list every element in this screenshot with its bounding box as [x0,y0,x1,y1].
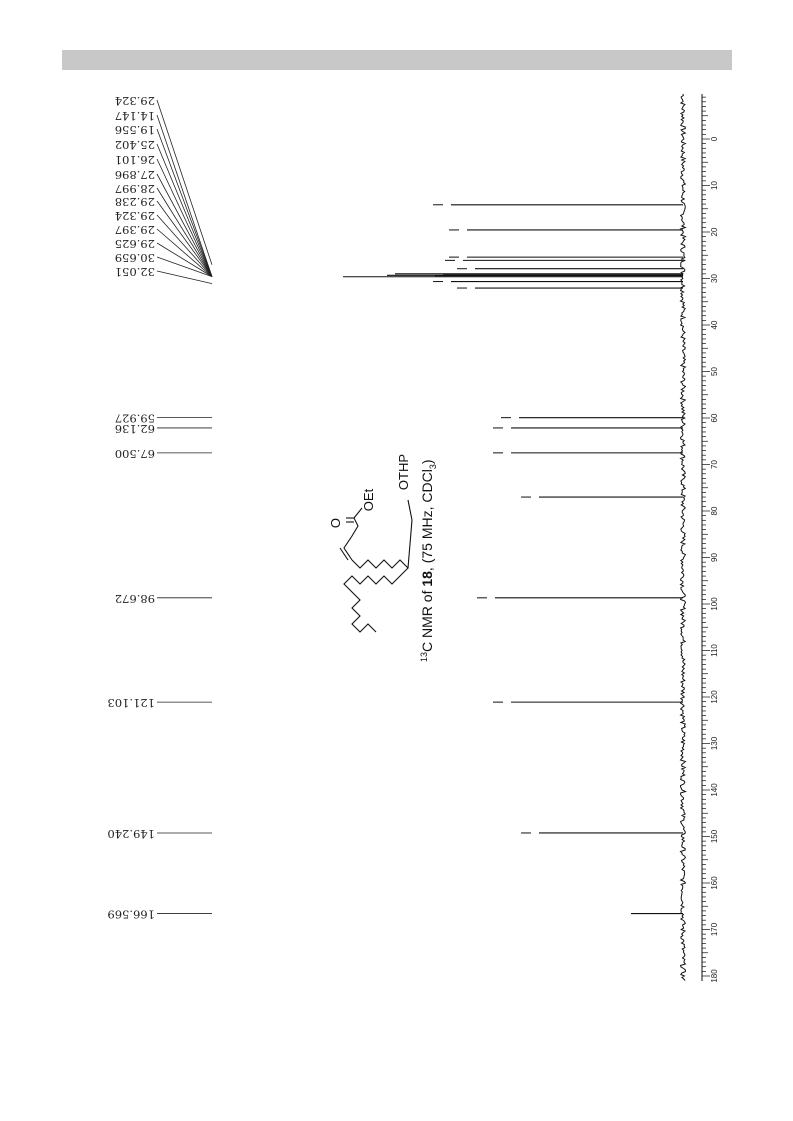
peak-leader-4 [157,159,212,277]
peak-label-15: 67.500 [114,446,155,461]
carbonyl-oxygen-label: O [328,517,343,529]
peak-leader-0 [157,100,212,265]
x-tick-label: 120 [710,690,719,704]
peak-label-3: 25.402 [114,138,155,152]
peak-leader-8 [157,215,212,277]
peak-label-leaders [157,100,212,914]
x-tick-label: 30 [710,274,719,283]
peak-leader-12 [157,271,212,284]
x-tick-label: 40 [710,320,719,330]
caption-subscript: 3 [428,464,438,470]
peak-label-6: 28.997 [114,182,155,196]
baseline-trace [681,94,686,981]
x-tick-label: 180 [710,969,719,983]
x-tick-label: 170 [710,922,719,937]
caption-text-after: , (75 MHz, CDCl [419,469,435,572]
alkene-ester-chain [344,508,362,560]
peak-leader-6 [157,188,212,277]
alkene-double-bond [340,548,348,560]
x-tick-label: 140 [710,783,719,797]
caption-superscript: 13 [419,651,429,662]
peak-label-11: 30.659 [114,251,155,265]
alkyl-chain [344,560,408,632]
molecule-structure [340,500,412,632]
x-tick-label: 10 [710,181,719,190]
x-tick-label: 100 [710,597,719,611]
peak-leader-5 [157,174,212,277]
spectrum-caption [419,459,438,662]
x-tick-label: 50 [710,367,719,376]
caption-text-before: C NMR of [419,586,435,652]
peak-leader-2 [157,129,212,277]
x-tick-label: 20 [710,227,719,237]
peak-label-12: 32.051 [114,265,155,279]
peak-label-7: 29.238 [114,195,155,209]
x-tick-label: 0 [710,136,719,142]
peak-label-8: 29.324 [114,209,155,223]
peak-label-16: 98.672 [114,591,155,606]
x-tick-label: 90 [710,553,719,562]
peak-lines [343,205,683,914]
x-axis-ticks [702,94,719,983]
peak-label-4: 26.101 [114,153,155,167]
peak-label-1: 14.147 [114,109,155,123]
peak-label-19: 166.569 [107,907,155,922]
peak-label-18: 149.240 [107,826,155,841]
ester-group-label: OEt [361,488,376,512]
ether-group-label: OTHP [396,453,411,491]
x-tick-label: 80 [710,506,719,516]
peak-label-13: 59.927 [114,411,155,426]
x-tick-label: 160 [710,876,719,890]
peak-label-14: 62.136 [114,421,155,436]
peak-label-10: 29.625 [114,237,155,251]
caption-compound: 18 [419,571,435,587]
peak-label-5: 27.896 [114,168,155,182]
x-tick-label: 110 [710,644,719,657]
x-tick-label: 60 [710,413,719,423]
peak-label-2: 19.556 [114,123,155,137]
caption-closing: ) [419,459,435,465]
peak-label-9: 29.397 [114,223,155,237]
peak-label-0: 29.324 [114,94,155,108]
baseline-noise [681,94,686,981]
ether-tail [408,500,412,568]
peak-leader-3 [157,144,212,277]
peak-labels [107,94,155,922]
peak-label-17: 121.103 [107,696,155,711]
x-tick-label: 130 [710,736,719,751]
x-tick-label: 70 [710,460,719,469]
x-tick-label: 150 [710,829,719,844]
